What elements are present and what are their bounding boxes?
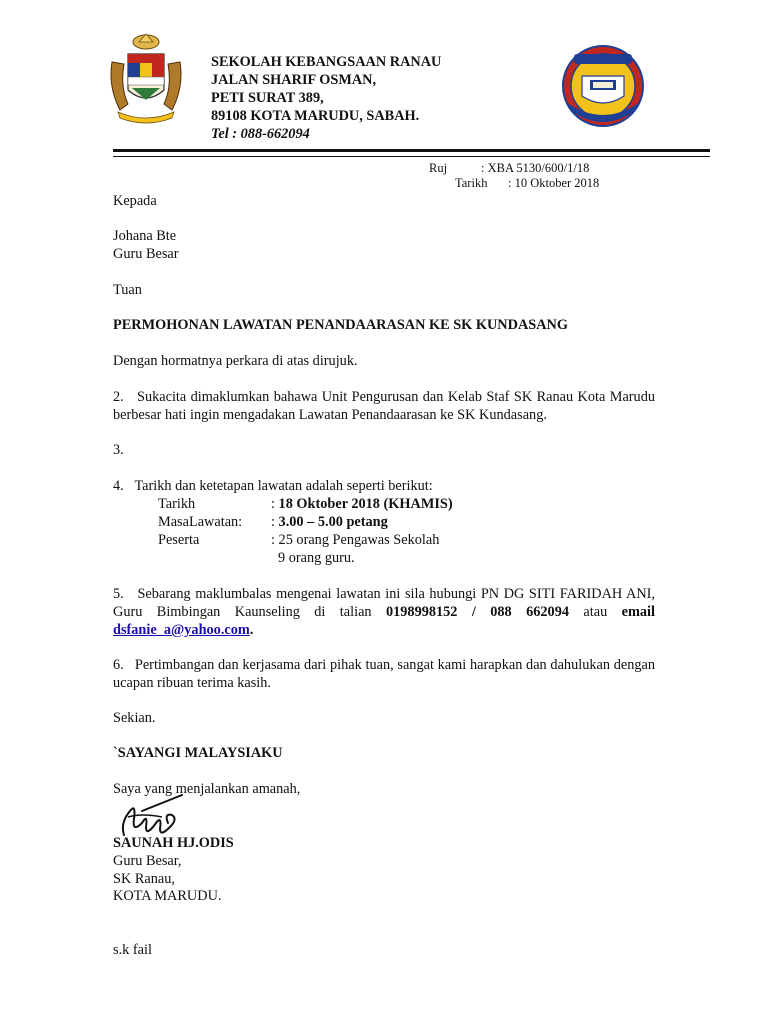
- ref-number-value: : XBA 5130/600/1/18: [481, 161, 590, 175]
- visit-details: [158, 495, 453, 567]
- paragraph-4-intro: 4. Tarikh dan ketetapan lawatan adalah seperti berikut:: [113, 478, 433, 494]
- ref-number-label: Ruj: [429, 161, 448, 175]
- paragraph-5-text: 5. Sebarang maklumbalas mengenai lawatan ini sila hubungi PN DG SITI FARIDAH ANI, Guru Bimbingan Kaunseling di talian: [113, 586, 655, 620]
- detail-row-time: [158, 513, 388, 531]
- opening-line: Dengan hormatnya perkara di atas dirujuk.: [113, 353, 358, 369]
- detail-label: Peserta: [158, 532, 200, 548]
- detail-row-extra: [158, 549, 355, 567]
- recipient-title: Guru Besar: [113, 246, 179, 262]
- signoff-line: Saya yang menjalankan amanah,: [113, 781, 301, 797]
- address-line-1: JALAN SHARIF OSMAN,: [211, 72, 377, 88]
- letterhead-divider-thick: [113, 149, 710, 152]
- slogan: `SAYANGI MALAYSIAKU: [113, 745, 283, 761]
- detail-row-participants: [158, 531, 440, 549]
- school-name: SEKOLAH KEBANGSAAN RANAU: [211, 54, 442, 70]
- ref-date-label: Tarikh: [455, 176, 488, 190]
- paragraph-2: 2. Sukacita dimaklumkan bahawa Unit Pengurusan dan Kelab Staf SK Ranau Kota Marudu berbesar hati ingin mengadakan Lawatan Penandaarasan ke SK Kundasang.: [113, 389, 655, 423]
- address-line-3: 89108 KOTA MARUDU, SABAH.: [211, 108, 420, 124]
- kepada-label: Kepada: [113, 193, 157, 209]
- signatory-town: KOTA MARUDU.: [113, 888, 222, 904]
- detail-value-participants: 25 orang Pengawas Sekolah: [278, 532, 440, 548]
- phone-numbers: 0198998152 / 088 662094: [385, 604, 569, 620]
- letter-subject: PERMOHONAN LAWATAN PENANDAARASAN KE SK KUNDASANG: [113, 317, 569, 333]
- detail-value-time: 3.00 – 5.00 petang: [278, 514, 388, 530]
- ref-date-value: : 10 Oktober 2018: [508, 176, 600, 190]
- detail-label: Tarikh: [158, 496, 196, 512]
- atau-text: atau: [569, 604, 622, 620]
- detail-value-teachers: 9 orang guru.: [278, 550, 355, 566]
- detail-separator: :: [271, 514, 279, 530]
- signatory-name: SAUNAH HJ.ODIS: [113, 835, 234, 851]
- signatory-school: SK Ranau,: [113, 871, 175, 887]
- school-crest-logo: [560, 44, 646, 128]
- detail-separator: :: [271, 496, 279, 512]
- paragraph-5-end: .: [249, 622, 254, 638]
- address-line-2: PETI SURAT 389,: [211, 90, 324, 106]
- detail-row-date: [158, 495, 453, 513]
- signatory-position: Guru Besar,: [113, 853, 182, 869]
- detail-label: MasaLawatan:: [158, 514, 243, 530]
- recipient-name: Johana Bte: [113, 228, 177, 244]
- email-link[interactable]: dsfanie_a@yahoo.com: [113, 622, 250, 638]
- closing-sekian: Sekian.: [113, 710, 156, 726]
- paragraph-5: [113, 585, 655, 639]
- coat-of-arms-logo: [106, 32, 186, 124]
- detail-separator: :: [271, 532, 279, 548]
- letterhead-divider-thin: [113, 156, 710, 157]
- detail-value-date: 18 Oktober 2018 (KHAMIS): [278, 496, 453, 512]
- email-label: email: [621, 604, 655, 620]
- salutation: Tuan: [113, 282, 142, 298]
- carbon-copy: s.k fail: [113, 942, 152, 958]
- telephone: Tel : 088-662094: [211, 126, 310, 142]
- paragraph-3: 3.: [113, 442, 124, 458]
- paragraph-6: 6. Pertimbangan dan kerjasama dari pihak tuan, sangat kami harapkan dan dahulukan dengan ucapan ribuan terima kasih.: [113, 657, 655, 691]
